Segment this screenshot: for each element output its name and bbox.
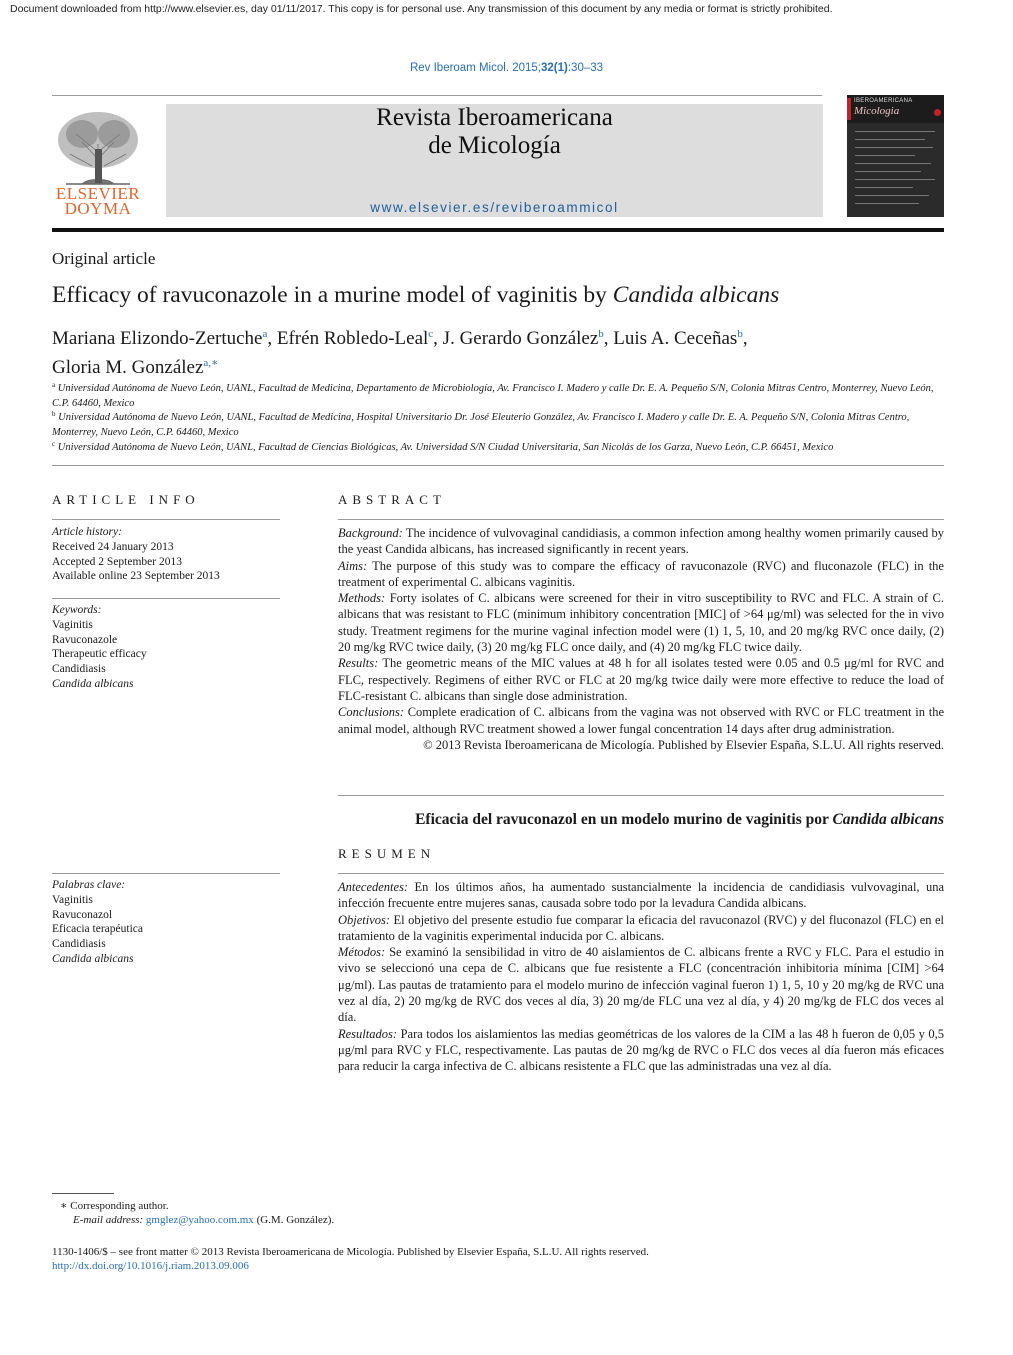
header-rule xyxy=(52,95,822,96)
abstract-body xyxy=(338,525,944,753)
cover-text-line xyxy=(855,187,913,188)
cover-red-stripe xyxy=(847,98,851,120)
journal-title-line1: Revista Iberoamericana xyxy=(376,104,613,131)
author-name: Gloria M. González xyxy=(52,357,204,378)
abstract-methods: Methods: Forty isolates of C. albicans were screened for their in vitro susceptibility to RVC and FLC. A strain of C. albicans that was resistant to FLC (minimum inhibitory concentration [MIC] of >64 μg/ml) was selected for the in vivo study. Treatment regimens for the murine vaginal infection model were (1) 1, 5, 10, and 20 mg/kg RVC once daily, (2) 20 mg/kg RVC twice daily, (3) 20 mg/kg FLC once daily, and (4) 20 mg/kg FLC twice daily. xyxy=(338,591,945,655)
history-online: Available online 23 September 2013 xyxy=(52,570,220,583)
resumen-metodos: Métodos: Se examinó la sensibilidad in vitro de 40 aislamientos de C. albicans frente a RVC y FLC. Para el estudio in vivo se seleccionó una cepa de C. albicans que fue resistente a FLC (concentración inhibitoria mínima [CIM] >64 μg/ml). Las pautas de tratamiento para el modelo murino de infección vaginal fueron 1) 1, 5, 10 y 20 mg/kg de RVC una vez al día, 2) 20 mg/kg de RVC dos veces al día, 3) 20 mg/de FLC una vez al día, y 4) 20 mg/kg de FLC dos veces al día. xyxy=(338,945,945,1025)
author-affiliation-link[interactable]: a xyxy=(262,328,268,340)
palabra-item: Vaginitis xyxy=(52,893,93,906)
abstract-background: Background: The incidence of vulvovaginal candidiasis, a common infection among healthy women primarily caused by the yeast Candida albicans, has increased significantly in recent years. xyxy=(338,526,944,557)
article-history xyxy=(52,525,282,584)
logo-line1: ELSEVIER xyxy=(55,184,141,203)
abstract-conclusions: Conclusions: Complete eradication of C. albicans from the vagina was not observed with RVC or FLC treatment in the animal model, although RVC treatment showed a lower fungal concentration 14 days after drug administration. xyxy=(338,705,944,736)
resumen-antecedentes: Antecedentes: En los últimos años, ha aumentado sustancialmente la incidencia de candidiasis vulvovaginal, una infección frecuente entre mujeres sanas, causada sobre todo por la levadura Candida albicans. xyxy=(338,880,944,911)
header-thick-rule xyxy=(52,228,944,232)
email-label: E-mail address: xyxy=(73,1214,144,1226)
keyword-item: Therapeutic efficacy xyxy=(52,648,147,661)
cover-title: Micologia xyxy=(854,105,900,117)
cover-text-line xyxy=(855,195,929,196)
resumen-body xyxy=(338,879,944,1075)
cover-text-line xyxy=(855,203,919,204)
corresponding-label: Corresponding author. xyxy=(70,1200,169,1212)
palabras-rule xyxy=(52,873,280,874)
cover-text-line xyxy=(855,171,921,172)
cover-text-line xyxy=(855,131,935,132)
resumen-objetivos: Objetivos: El objetivo del presente estudio fue comparar la eficacia del ravuconazol (RVC) y del fluconazol (FLC) en el tratamiento de la vaginitis experimental inducida por C. albicans. xyxy=(338,912,945,943)
cover-text-line xyxy=(855,147,933,148)
affiliation-a: $^a$ Universidad Autónoma de Nuevo León, UANL, Facultad de Medicina, Departamento de Microbiología, Av. Francisco I. Madero y calle Dr. E. A. Pequeño S/N, Colonia Mitras Centro, Monterrey, Nuevo León, C.P. 64460, Mexico xyxy=(52,381,934,409)
footnote-rule xyxy=(52,1193,114,1194)
keyword-item: Ravuconazole xyxy=(52,633,118,646)
author-name: J. Gerardo González xyxy=(442,328,599,349)
author-name: Efrén Robledo-Leal xyxy=(276,328,429,349)
palabra-item: Candidiasis xyxy=(52,938,106,951)
issn-line: 1130-1406/$ – see front matter © 2013 Revista Iberoamericana de Micología. Published by Elsevier España, S.L.U. All rights reserved. xyxy=(52,1246,649,1258)
journal-title xyxy=(166,104,823,160)
abstract-end-rule xyxy=(338,795,944,796)
cover-top-text: IBEROAMERICANA xyxy=(854,98,913,104)
email-owner: (G.M. González). xyxy=(256,1214,335,1226)
resumen-resultados: Resultados: Para todos los aislamientos las medias geométricas de los valores de la CIM a las 48 h fueron de 0,05 y 0,5 μg/ml para RVC y FLC, respectivamente. Las pautas de 20 mg/kg de RVC o FLC dos veces al día fueron más eficaces para reducir la carga infectiva de C. albicans resistente a FLC que las administradas una vez al día. xyxy=(338,1026,944,1074)
citation-volume: 32(1) xyxy=(541,62,568,74)
email-note xyxy=(73,1213,334,1227)
logo-line2: DOYMA xyxy=(64,199,132,218)
citation-prefix: Rev Iberoam Micol. 2015; xyxy=(409,62,541,74)
article-title-text: Efficacy of ravuconazole in a murine model of vaginitis by xyxy=(52,282,613,308)
article-title-species: Candida albicans xyxy=(612,282,780,308)
abstract-aims: Aims: The purpose of this study was to compare the efficacy of ravuconazole (RVC) and fluconazole (FLC) in the treatment of experimental C. albicans vaginitis. xyxy=(338,558,944,589)
author-affiliation-link[interactable]: c xyxy=(428,328,434,340)
cover-text-line xyxy=(855,155,915,156)
corresponding-author-note xyxy=(60,1199,169,1213)
author-affiliation-link[interactable]: a,∗ xyxy=(203,357,219,369)
keywords-rule xyxy=(52,598,280,599)
doi-link[interactable]: http://dx.doi.org/10.1016/j.riam.2013.09.006 xyxy=(52,1260,249,1272)
author-affiliation-link[interactable]: b xyxy=(737,328,743,340)
history-received: Received 24 January 2013 xyxy=(52,540,174,553)
palabra-item: Eficacia terapéutica xyxy=(52,923,143,936)
footnote-star: ∗ xyxy=(60,1200,68,1212)
article-info-rule xyxy=(52,519,280,520)
resumen-heading: RESUMEN xyxy=(338,846,436,861)
author-affiliation-link[interactable]: b xyxy=(598,328,604,340)
cover-text-line xyxy=(855,163,931,164)
keyword-item: Vaginitis xyxy=(52,618,93,631)
keywords-label: Keywords: xyxy=(52,604,102,616)
abstract-heading: ABSTRACT xyxy=(338,492,446,507)
affiliation-rule xyxy=(52,465,944,466)
abstract-results: Results: The geometric means of the MIC values at 48 h for all isolates tested were 0.05 and 0.5 μg/ml for RVC and FLC, respectively. Regimens of either RVC or FLC at 20 mg/kg twice daily were more effective to reduce the load of FLC-resistant C. albicans than single dose administration. xyxy=(338,656,945,703)
palabra-item: Candida albicans xyxy=(52,952,134,965)
palabra-item: Ravuconazol xyxy=(52,908,113,921)
journal-cover-thumbnail xyxy=(847,95,944,217)
elsevier-doyma-wordmark xyxy=(40,186,156,216)
journal-url[interactable]: www.elsevier.es/reviberoammicol xyxy=(370,200,619,215)
palabras-clave-block xyxy=(52,878,282,967)
email-link[interactable]: gmglez@yahoo.com.mx xyxy=(145,1214,254,1226)
abstract-rule xyxy=(338,519,944,520)
article-title xyxy=(52,282,779,309)
keyword-item: Candidiasis xyxy=(52,663,106,676)
journal-citation[interactable] xyxy=(0,62,1013,74)
palabras-label: Palabras clave: xyxy=(52,879,126,891)
resumen-rule xyxy=(338,873,944,874)
history-accepted: Accepted 2 September 2013 xyxy=(52,555,182,568)
affiliation-b: $^b$ Universidad Autónoma de Nuevo León, UANL, Facultad de Medicina, Hospital Universitario Dr. José Eleuterio González, Av. Francisco I. Madero y calle Dr. E. A. Pequeño S/N, Colonia Mitras Centro, Monterrey, Nuevo León, C.P. 64460, Mexico xyxy=(52,410,910,438)
keyword-item: Candida albicans xyxy=(52,677,134,690)
cover-text-line xyxy=(855,179,935,180)
keywords-block xyxy=(52,603,282,692)
spanish-title: Eficacia del ravuconazol en un modelo murino de vaginitis por Candida albicans xyxy=(415,811,944,828)
author-name: Luis A. Ceceñas xyxy=(613,328,738,349)
article-type: Original article xyxy=(52,249,156,268)
citation-pages: :30–33 xyxy=(567,62,604,74)
cover-dot xyxy=(934,109,941,116)
affiliation-c: $^c$ Universidad Autónoma de Nuevo León, UANL, Facultad de Ciencias Biológicas, Av. Universidad S/N Ciudad Universitaria, San Nicolás de los Garza, Nuevo León, C.P. 66451, Mexico xyxy=(52,440,834,453)
abstract-copyright: © 2013 Revista Iberoamericana de Micología. Published by Elsevier España, S.L.U. All rights reserved. xyxy=(423,737,944,752)
download-notice: Document downloaded from http://www.elsevier.es, day 01/11/2017. This copy is for personal use. Any transmission of this document by any media or format is strictly prohibited. xyxy=(10,3,833,15)
author-list: Mariana Elizondo-Zertuche$^a$, Efrén Robledo-Leal$^c$, J. Gerardo González$^b$, Luis A. Ceceñas$^b$, Gloria M. González$^{a,∗}$ xyxy=(52,328,748,378)
article-info-heading: ARTICLE INFO xyxy=(52,492,200,507)
cover-text-line xyxy=(855,139,925,140)
author-name: Mariana Elizondo-Zertuche xyxy=(52,328,263,349)
journal-title-line2: de Micología xyxy=(428,132,561,159)
article-history-label: Article history: xyxy=(52,526,122,538)
